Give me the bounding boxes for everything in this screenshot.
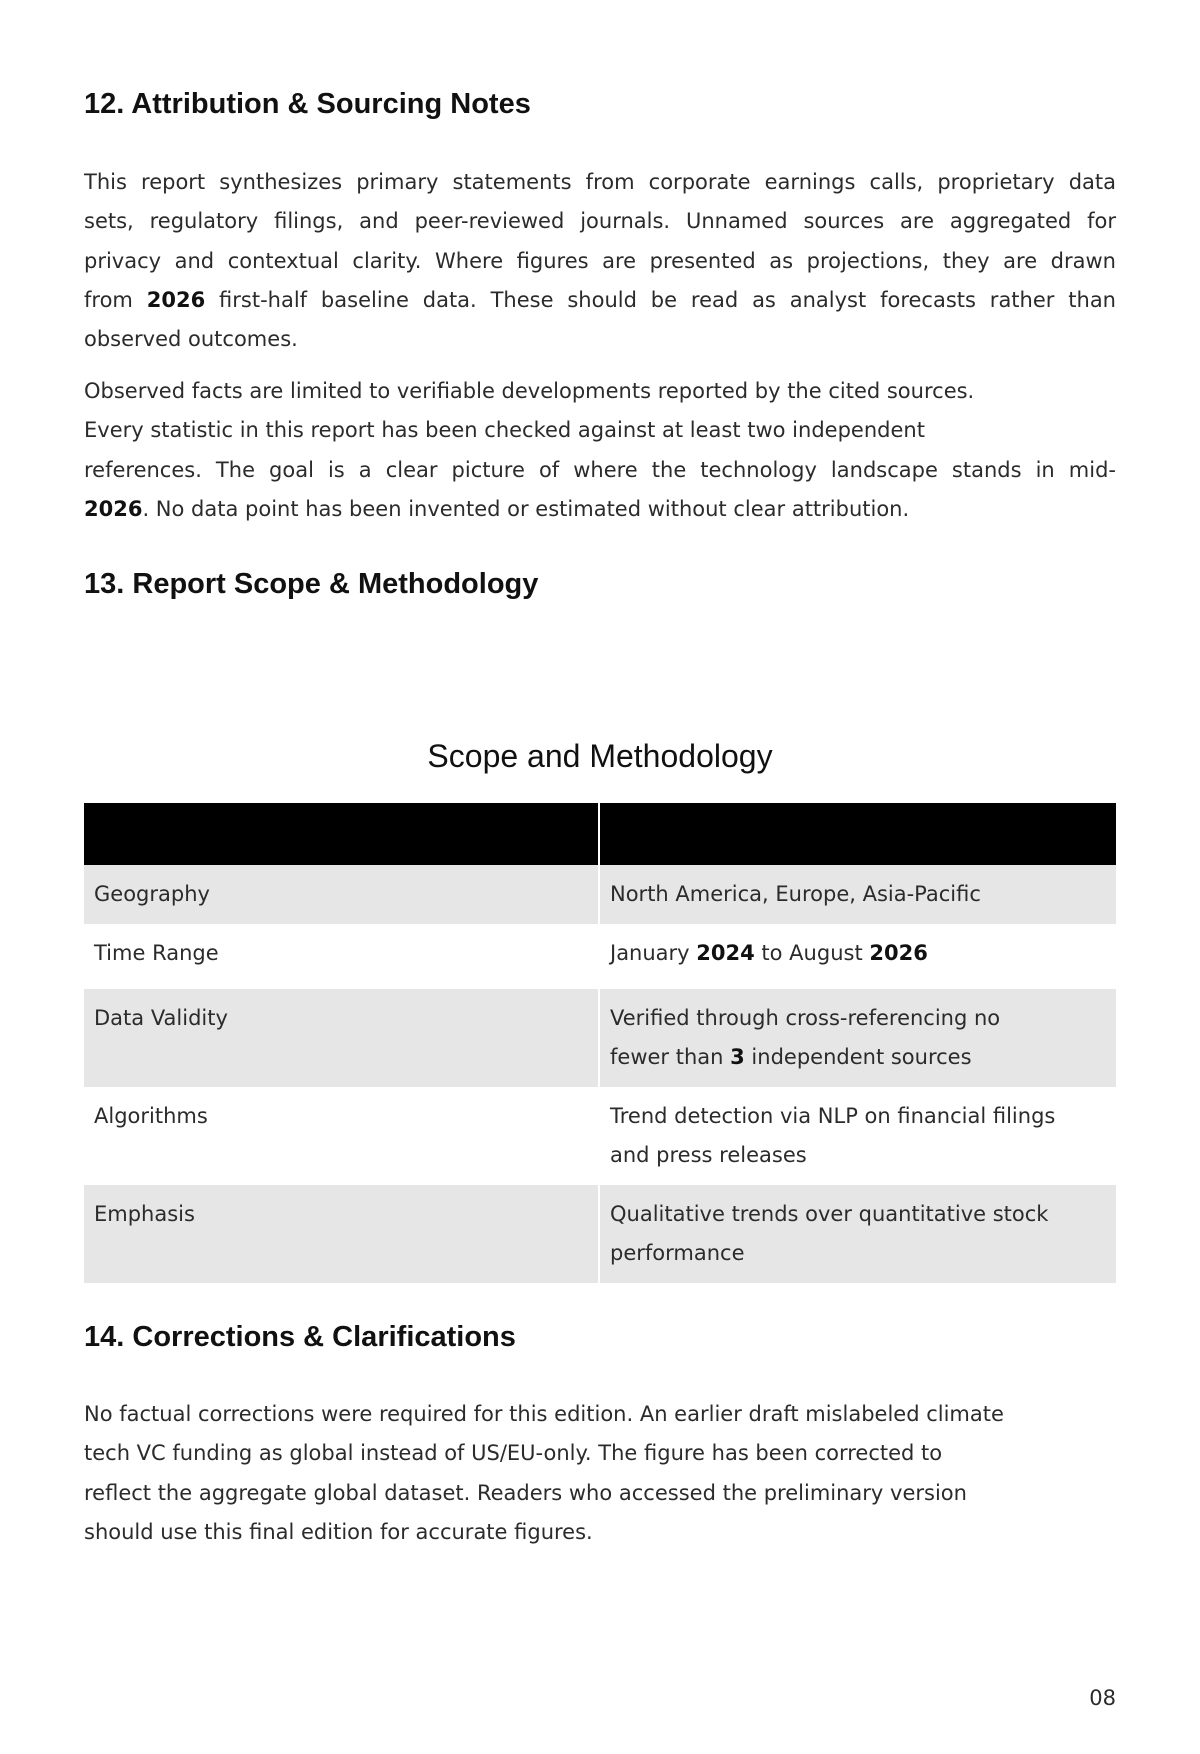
text-line: observed outcomes. xyxy=(84,327,298,352)
section-12-paragraph-2 xyxy=(84,372,1116,529)
text-run: from xyxy=(84,287,147,312)
text-run: January xyxy=(610,941,697,965)
table-header-cell xyxy=(598,803,1116,865)
text-line: and press releases xyxy=(610,1143,807,1167)
text-line: Every statistic in this report has been checked against at least two independent xyxy=(84,418,925,443)
table-row xyxy=(84,1185,1116,1283)
table-title: Scope and Methodology xyxy=(427,738,773,774)
bold-year: 2026 xyxy=(84,496,143,521)
page-number: 08 xyxy=(1089,1686,1116,1710)
row-label: Emphasis xyxy=(84,1185,598,1283)
row-value xyxy=(598,989,1116,1087)
text-line: privacy and contextual clarity. Where figures are presented as projections, they are drawn xyxy=(84,248,1116,273)
row-value xyxy=(598,1185,1116,1283)
row-value xyxy=(598,1087,1116,1185)
bold-year: 2024 xyxy=(696,941,755,965)
section-14-heading: 14. Corrections & Clarifications xyxy=(84,1321,516,1353)
table-header-row xyxy=(84,803,1116,865)
text-line: references. The goal is a clear picture of where the technology landscape stands in mid- xyxy=(84,457,1116,482)
text-line: Trend detection via NLP on financial filings xyxy=(610,1104,1056,1128)
row-label: Geography xyxy=(84,865,598,924)
row-label: Algorithms xyxy=(84,1087,598,1185)
table-row xyxy=(84,1087,1116,1185)
text-run: . No data point has been invented or estimated without clear attribution. xyxy=(142,496,910,521)
text-line: Verified through cross-referencing no xyxy=(610,1006,1001,1030)
text-run: to August xyxy=(754,941,870,965)
row-value xyxy=(598,924,1116,989)
text-line: Observed facts are limited to verifiable developments reported by the cited sources. xyxy=(84,379,975,403)
text-line: tech VC funding as global instead of US/EU-only. The figure has been corrected to xyxy=(84,1441,943,1466)
bold-year: 2026 xyxy=(146,287,206,312)
text-line xyxy=(84,281,1116,320)
bold-number: 3 xyxy=(730,1045,745,1069)
text-run: independent sources xyxy=(744,1045,972,1069)
section-13-heading: 13. Report Scope & Methodology xyxy=(84,568,539,600)
text-line xyxy=(610,1038,1106,1077)
scope-methodology-table xyxy=(84,803,1116,1283)
text-line: No factual corrections were required for this edition. An earlier draft mislabeled climate xyxy=(84,1402,1004,1426)
text-line: Qualitative trends over quantitative stock xyxy=(610,1202,1049,1226)
table-row xyxy=(84,989,1116,1087)
text-line: This report synthesizes primary statements from corporate earnings calls, proprietary data xyxy=(84,170,1116,194)
section-14-paragraph-1 xyxy=(84,1395,1116,1552)
section-12-heading: 12. Attribution & Sourcing Notes xyxy=(84,88,531,120)
text-run: fewer than xyxy=(610,1045,731,1069)
text-line: reflect the aggregate global dataset. Readers who accessed the preliminary version xyxy=(84,1480,967,1505)
row-value: North America, Europe, Asia-Pacific xyxy=(598,865,1116,924)
table-row xyxy=(84,924,1116,989)
table-row xyxy=(84,865,1116,924)
row-label: Data Validity xyxy=(84,989,598,1087)
table-header-cell xyxy=(84,803,598,865)
text-run: first-half baseline data. These should be read as analyst forecasts rather than xyxy=(205,287,1116,312)
text-line: should use this final edition for accurate figures. xyxy=(84,1519,593,1544)
text-line: performance xyxy=(610,1241,745,1265)
text-line: sets, regulatory filings, and peer-reviewed journals. Unnamed sources are aggregated for xyxy=(84,209,1116,234)
section-12-paragraph-1 xyxy=(84,163,1116,359)
row-label: Time Range xyxy=(84,924,598,989)
bold-year: 2026 xyxy=(869,941,928,965)
text-line xyxy=(84,490,1116,529)
